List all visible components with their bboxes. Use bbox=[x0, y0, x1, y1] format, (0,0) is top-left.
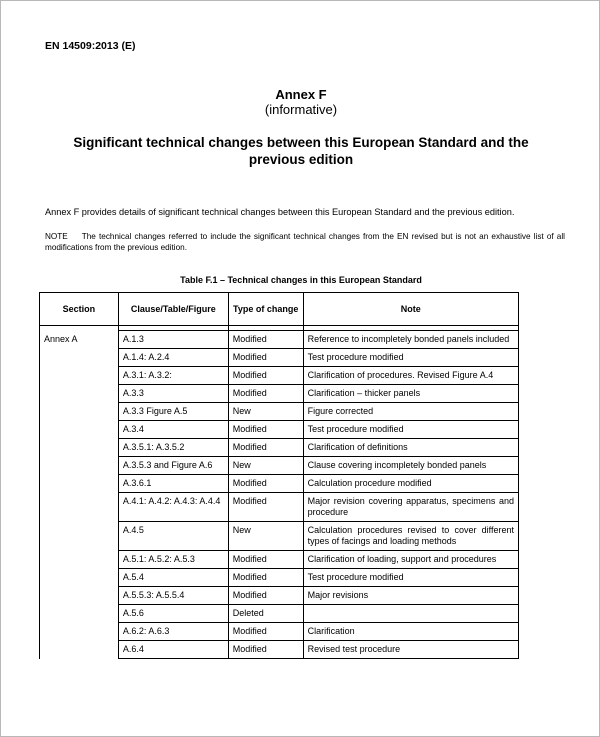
clause-cell: A.4.5 bbox=[118, 522, 228, 551]
note-cell: Test procedure modified bbox=[303, 349, 518, 367]
note-cell: Calculation procedure modified bbox=[303, 475, 518, 493]
note-cell: Revised test procedure bbox=[303, 641, 518, 659]
type-cell: Modified bbox=[228, 367, 303, 385]
clause-cell: A.3.1: A.3.2: bbox=[118, 367, 228, 385]
table-header-row bbox=[40, 293, 519, 326]
clause-cell: A.6.4 bbox=[118, 641, 228, 659]
note-cell: Clarification bbox=[303, 623, 518, 641]
note-paragraph bbox=[45, 231, 565, 253]
type-cell: Modified bbox=[228, 623, 303, 641]
type-cell: Modified bbox=[228, 551, 303, 569]
changes-table bbox=[39, 292, 519, 659]
section-cell: Annex A bbox=[40, 331, 119, 659]
clause-cell: A.5.1: A.5.2: A.5.3 bbox=[118, 551, 228, 569]
type-cell: Modified bbox=[228, 641, 303, 659]
type-cell: Modified bbox=[228, 475, 303, 493]
clause-cell: A.5.6 bbox=[118, 605, 228, 623]
clause-cell: A.3.6.1 bbox=[118, 475, 228, 493]
note-cell: Reference to incompletely bonded panels included bbox=[303, 331, 518, 349]
document-code: EN 14509:2013 (E) bbox=[45, 40, 136, 52]
note-cell: Test procedure modified bbox=[303, 421, 518, 439]
note-cell: Major revision covering apparatus, specimens and procedure bbox=[303, 493, 518, 522]
clause-cell: A.3.5.1: A.3.5.2 bbox=[118, 439, 228, 457]
column-header-section: Section bbox=[40, 293, 119, 326]
type-cell: Modified bbox=[228, 385, 303, 403]
clause-cell: A.3.3 Figure A.5 bbox=[118, 403, 228, 421]
note-cell: Clarification – thicker panels bbox=[303, 385, 518, 403]
type-cell: Deleted bbox=[228, 605, 303, 623]
annex-subtitle: (informative) bbox=[264, 102, 338, 117]
note-cell: Clarification of definitions bbox=[303, 439, 518, 457]
note-cell bbox=[303, 605, 518, 623]
clause-cell: A.1.4: A.2.4 bbox=[118, 349, 228, 367]
column-header-clause: Clause/Table/Figure bbox=[118, 293, 228, 326]
type-cell: Modified bbox=[228, 331, 303, 349]
note-label: NOTE bbox=[45, 232, 68, 241]
type-cell: New bbox=[228, 457, 303, 475]
type-cell: New bbox=[228, 522, 303, 551]
clause-cell: A.5.4 bbox=[118, 569, 228, 587]
note-cell: Major revisions bbox=[303, 587, 518, 605]
column-header-type: Type of change bbox=[228, 293, 303, 326]
type-cell: Modified bbox=[228, 493, 303, 522]
note-cell: Test procedure modified bbox=[303, 569, 518, 587]
intro-paragraph: Annex F provides details of significant technical changes between this European Standard and the previous edition. bbox=[45, 207, 515, 217]
clause-cell: A.1.3 bbox=[118, 331, 228, 349]
type-cell: Modified bbox=[228, 587, 303, 605]
type-cell: Modified bbox=[228, 569, 303, 587]
table-body bbox=[40, 326, 519, 659]
note-cell: Clarification of procedures. Revised Figure A.4 bbox=[303, 367, 518, 385]
note-cell: Clarification of loading, support and procedures bbox=[303, 551, 518, 569]
table-row bbox=[40, 331, 519, 349]
note-cell: Clause covering incompletely bonded panels bbox=[303, 457, 518, 475]
clause-cell: A.3.3 bbox=[118, 385, 228, 403]
type-cell: Modified bbox=[228, 421, 303, 439]
type-cell: Modified bbox=[228, 439, 303, 457]
clause-cell: A.3.4 bbox=[118, 421, 228, 439]
type-cell: New bbox=[228, 403, 303, 421]
table-caption: Table F.1 – Technical changes in this European Standard bbox=[180, 275, 422, 285]
note-cell: Calculation procedures revised to cover different types of facings and loading methods bbox=[303, 522, 518, 551]
annex-title: Annex F bbox=[275, 87, 327, 102]
note-text: The technical changes referred to include the significant technical changes from the EN revised but is not an exhaustive list of all modifications from the previous edition. bbox=[45, 232, 565, 252]
clause-cell: A.4.1: A.4.2: A.4.3: A.4.4 bbox=[118, 493, 228, 522]
column-header-note: Note bbox=[303, 293, 518, 326]
type-cell: Modified bbox=[228, 349, 303, 367]
annex-heading: Significant technical changes between this European Standard and the previous edition bbox=[73, 135, 529, 167]
clause-cell: A.3.5.3 and Figure A.6 bbox=[118, 457, 228, 475]
clause-cell: A.5.5.3: A.5.5.4 bbox=[118, 587, 228, 605]
clause-cell: A.6.2: A.6.3 bbox=[118, 623, 228, 641]
note-cell: Figure corrected bbox=[303, 403, 518, 421]
